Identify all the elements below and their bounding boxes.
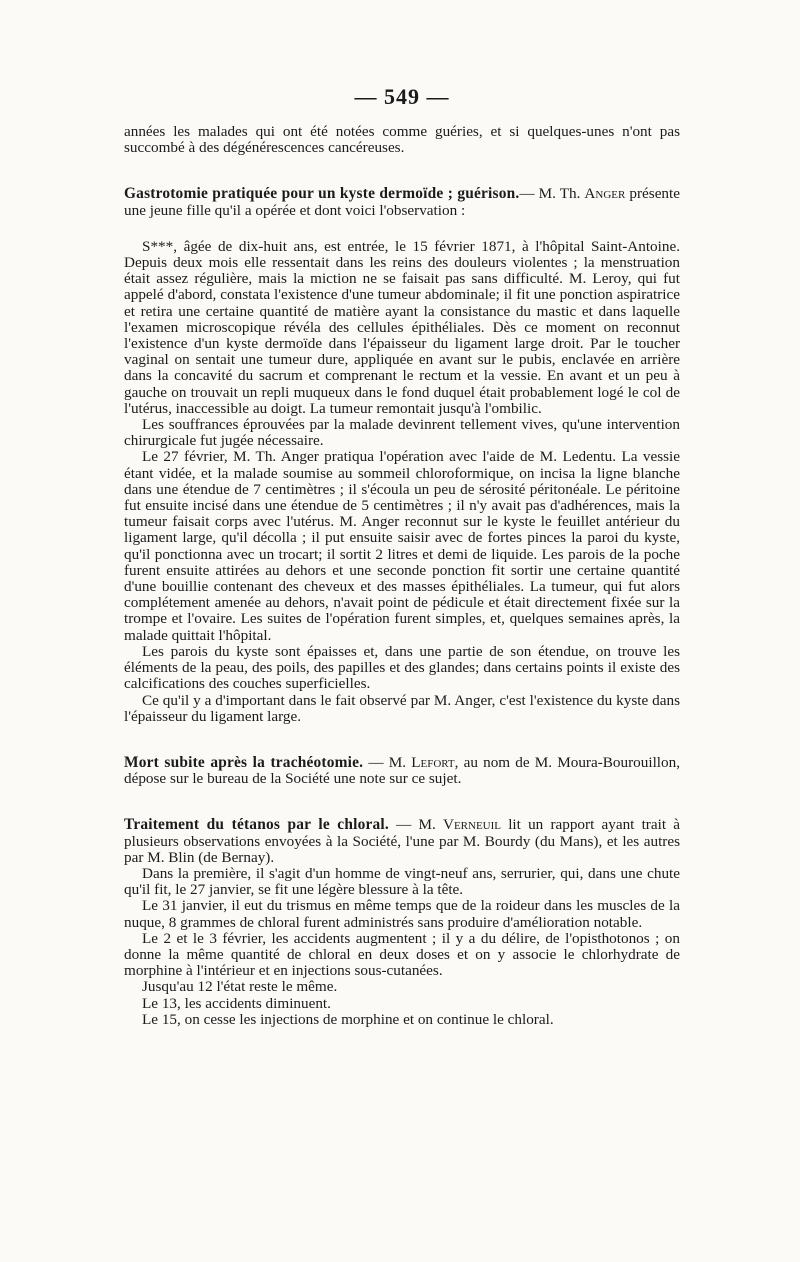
body-paragraph: Ce qu'il y a d'important dans le fait observé par M. Anger, c'est l'existence du kyste dans l'épaisseur du ligament large.: [124, 691, 680, 725]
lead-prefix: — M.: [388, 816, 443, 834]
author-name: Verneuil: [443, 816, 502, 834]
body-paragraph: Dans la première, il s'agit d'un homme de vingt-neuf ans, serrurier, qui, dans une chute qu'il fit, le 27 janvier, se fit une légère blessure à la tête.: [124, 864, 680, 899]
body-paragraph: Le 13, les accidents diminuent.: [142, 994, 331, 1012]
section-heading-gastrotomie: Gastrotomie pratiquée pour un kyste dermoïde ; guérison.: [124, 185, 520, 203]
lead-rest: présente une jeune fille qu'il a opérée et dont voici l'observation :: [124, 185, 680, 219]
body-paragraph: Le 15, on cesse les injections de morphine et on continue le chloral.: [142, 1010, 554, 1028]
body-paragraph: Jusqu'au 12 l'état reste le même.: [142, 978, 338, 996]
lead-rest: lit un rapport ayant trait à plusieurs observations envoyées à la Société, l'une par M. Bourdy (du Mans), et les autres par M. Blin (de Bernay).: [124, 816, 680, 866]
observation-paragraph: S***, âgée de dix-huit ans, est entrée, le 15 février 1871, à l'hôpital Saint-Antoine. Depuis deux mois elle ressentait dans les reins des douleurs violentes ; la menstruation était assez régulière, mais la miction ne se faisait pas sans difficulté. M. Leroy, qui fut appelé d'abord, constata l'existence d'une tumeur abdominale; il fit une ponction aspiratrice et retira une certaine quantité de matière ayant la consistance du mastic et dans laquelle l'examen microscopique révéla des cellules épithéliales. Dès ce moment on reconnut l'existence d'un kyste dermoïde dans l'épaisseur du ligament large droit. Par le toucher vaginal on sentait une tumeur dure, appliquée en avant sur le pubis, enclavée en arrière dans la concavité du sacrum et comprenant le rectum et la vessie. En avant et un peu à gauche on trouvait un repli muqueux dans le fond duquel était probablement logé le col de l'utérus, inaccessible au doigt. La tumeur remontait jusqu'à l'ombilic.: [124, 237, 680, 417]
section-heading-tetanos: Traitement du tétanos par le chloral.: [124, 816, 389, 834]
body-paragraph: Les parois du kyste sont épaisses et, dans une partie de son étendue, on trouve les éléments de la peau, des poils, des papilles et des glandes; dans certains points il existe des calcifications des couches superficielles.: [124, 642, 680, 693]
body-paragraph: Le 27 février, M. Th. Anger pratiqua l'opération avec l'aide de M. Ledentu. La vessie étant vidée, et la malade soumise au sommeil chloroformique, on incisa la ligne blanche dans une étendue de 7 centimètres ; il s'écoula un peu de sérosité péritonéale. Le péritoine fut ensuite incisé dans une étendue de 5 centimètres ; il n'y avait pas d'adhérences, mais la tumeur faisait corps avec l'utérus. M. Anger reconnut sur le kyste le feuillet antérieur du ligament large, qu'il décolla ; il put ensuite saisir avec de fortes pinces la paroi du kyste, qu'il ponctionna avec un trocart; il sortit 2 litres et demi de liquide. Les parois de la poche furent ensuite attirées au dehors et une seconde ponction fit sortir une certaine quantité d'une bouillie contenant des cheveux et des masses épithéliales. La tumeur, qui fut alors complétement amenée au dehors, n'avait point de pédicule et était directement fixée sur la trompe et l'ovaire. Les suites de l'opération furent simples, et, quelques semaines après, la malade quittait l'hôpital.: [124, 448, 680, 644]
lead-prefix: — M.: [363, 753, 412, 771]
lead-prefix: — M. Th.: [519, 185, 585, 203]
section-trachéotomie-lead: [124, 755, 680, 787]
section-tetanos-lead: [124, 817, 680, 866]
body-paragraph: Le 2 et le 3 février, les accidents augmentent ; il y a du délire, de l'opisthotonos ; on donne la même quantité de chloral en deux doses et on y associe le chlorhydrate de morphine à l'intérieur et en injections sous-cutanées.: [124, 929, 680, 980]
lead-rest: , au nom de M. Moura-Bourouillon, dépose sur le bureau de la Société une note sur ce sujet.: [124, 753, 680, 788]
body-paragraph: Les souffrances éprouvées par la malade devinrent tellement vives, qu'une intervention chirurgicale fut jugée nécessaire.: [124, 416, 680, 450]
section-gastrotomie-lead: [124, 186, 680, 218]
body-paragraph: Le 31 janvier, il eut du trismus en même temps que de la roideur dans les muscles de la nuque, 8 grammes de chloral furent administrés sans produire d'amélioration notable.: [124, 897, 680, 931]
section-heading-tracheotomie: Mort subite après la trachéotomie.: [124, 753, 364, 771]
author-name: Lefort: [411, 753, 455, 771]
author-name: Anger: [584, 185, 626, 203]
page-number: — 549 —: [354, 84, 450, 109]
intro-paragraph: années les malades qui ont été notées comme guéries, et si quelques-unes n'ont pas succombé à des dégénérescences cancéreuses.: [124, 123, 680, 157]
